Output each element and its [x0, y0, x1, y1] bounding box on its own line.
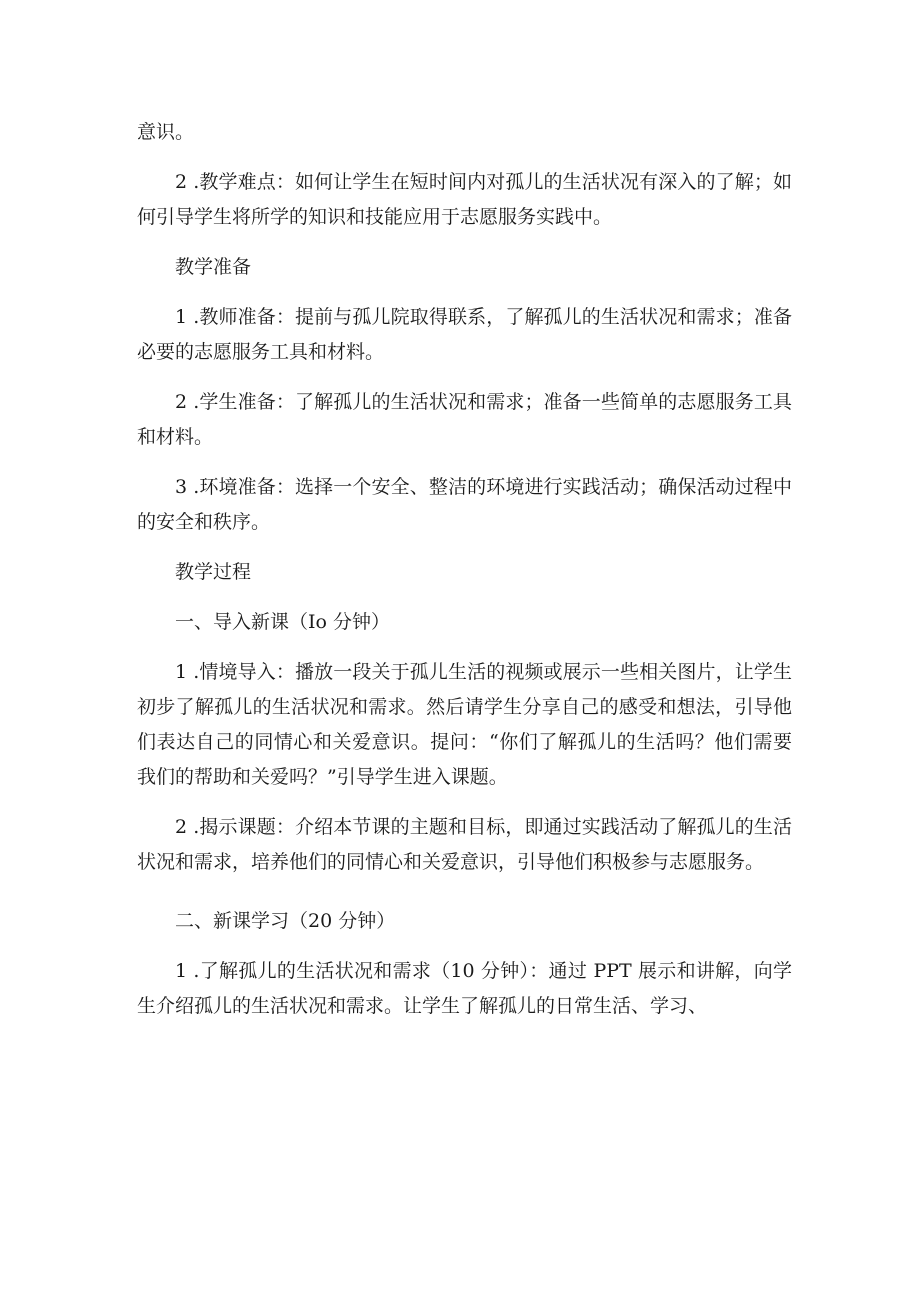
- heading-teaching-preparation: 教学准备: [175, 256, 252, 278]
- paragraph-continuation: 意识。: [137, 121, 195, 143]
- heading-teaching-process: 教学过程: [175, 561, 252, 583]
- paragraph-scenario-introduction: 1 .情境导入：播放一段关于孤儿生活的视频或展示一些相关图片，让学生初步了解孤儿的生活状况和需求。然后请学生分享自己的感受和想法，引导他们表达自己的同情心和关爱意识。提问：“你们了解孤儿的生活吗？他们需要我们的帮助和关爱吗？”引导学生进入课题。: [137, 661, 792, 788]
- paragraph-reveal-topic: 2 .揭示课题：介绍本节课的主题和目标，即通过实践活动了解孤儿的生活状况和需求，培养他们的同情心和关爱意识，引导他们积极参与志愿服务。: [137, 816, 792, 873]
- paragraph-teaching-difficulty: 2 .教学难点：如何让学生在短时间内对孤儿的生活状况有深入的了解；如何引导学生将所学的知识和技能应用于志愿服务实践中。: [137, 171, 792, 228]
- paragraph-environment-preparation: 3 .环境准备：选择一个安全、整洁的环境进行实践活动；确保活动过程中的安全和秩序。: [137, 476, 792, 533]
- paragraph-understand-orphans: 1 .了解孤儿的生活状况和需求（10 分钟）：通过 PPT 展示和讲解，向学生介绍孤儿的生活状况和需求。让学生了解孤儿的日常生活、学习、: [137, 960, 792, 1017]
- heading-introduce-lesson: 一、导入新课（Io 分钟）: [175, 611, 390, 633]
- paragraph-teacher-preparation: 1 .教师准备：提前与孤儿院取得联系，了解孤儿的生活状况和需求；准备必要的志愿服务工具和材料。: [137, 306, 792, 363]
- document-body: [137, 115, 792, 1039]
- heading-new-lesson: 二、新课学习（20 分钟）: [175, 910, 396, 932]
- paragraph-student-preparation: 2 .学生准备：了解孤儿的生活状况和需求；准备一些简单的志愿服务工具和材料。: [137, 391, 792, 448]
